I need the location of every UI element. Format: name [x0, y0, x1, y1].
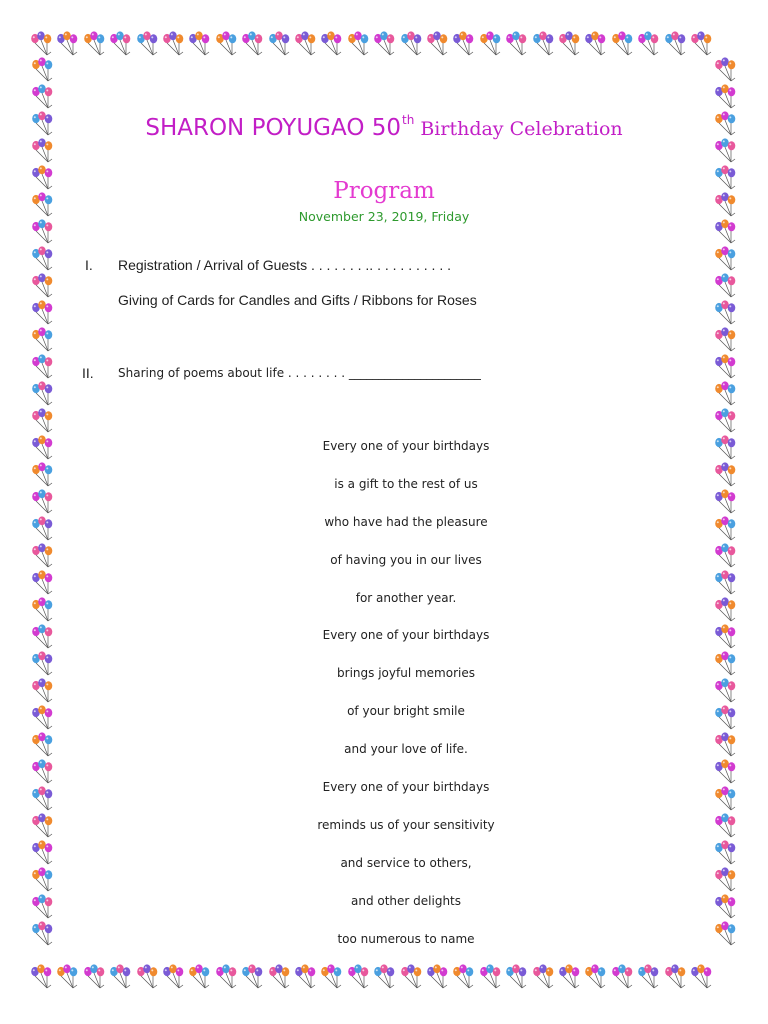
item-1-subtext: Giving of Cards for Candles and Gifts / Ribbons for Roses — [118, 292, 477, 308]
item-2-text: Sharing of poems about life . . . . . . . . ______________________ — [118, 366, 481, 380]
poem-line: of your bright smile — [347, 704, 465, 719]
poem-line: Every one of your birthdays — [322, 780, 490, 795]
program-heading: Program — [333, 178, 435, 204]
poem-line: who have had the pleasure — [324, 514, 488, 529]
title-ordinal-suffix: th — [402, 113, 415, 127]
title-event: Birthday Celebration — [420, 118, 623, 140]
poem-line: Every one of your birthdays — [322, 628, 490, 643]
page-title — [0, 113, 768, 141]
poem-line: too numerous to name — [337, 931, 475, 946]
poem-line: and your love of life. — [344, 742, 468, 757]
poem — [246, 436, 566, 966]
poem-line: Every one of your birthdays — [322, 439, 490, 453]
poem-line: and service to others, — [340, 855, 472, 870]
title-name: SHARON POYUGAO 50 — [145, 115, 402, 141]
poem-line: and other delights — [350, 893, 462, 908]
poem-line: of having you in our lives — [330, 552, 482, 567]
poem-line: brings joyful memories — [337, 666, 475, 681]
poem-line: is a gift to the rest of us — [334, 476, 478, 491]
event-date: November 23, 2019, Friday — [298, 209, 470, 224]
item-1-text: Registration / Arrival of Guests . . . . . . . .. . . . . . . . . . . — [118, 257, 451, 273]
poem-line: reminds us of your sensitivity — [317, 817, 495, 832]
item-1-numeral: I. — [85, 257, 93, 273]
item-2-numeral: II. — [82, 365, 94, 381]
poem-line: for another year. — [355, 590, 457, 605]
